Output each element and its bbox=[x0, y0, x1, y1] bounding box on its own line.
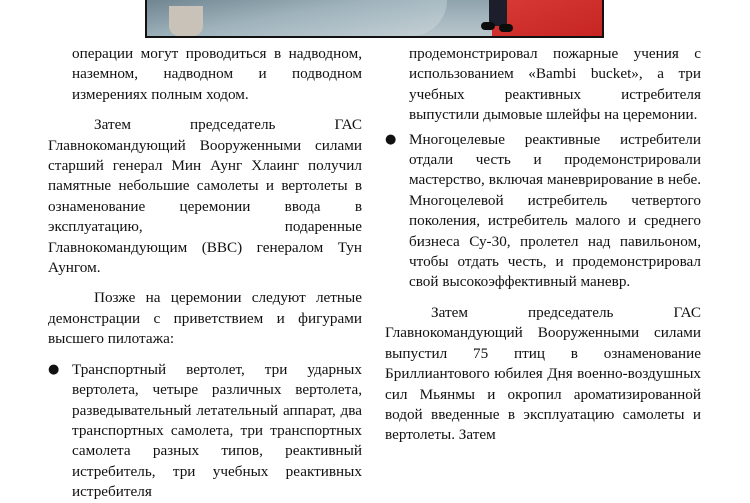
bullet-icon: ● bbox=[48, 361, 60, 377]
bullet-icon: ● bbox=[385, 131, 397, 147]
list-item bbox=[48, 360, 362, 503]
list-item-continued: продемонстрировал пожарные учения с использованием «Bambi bucket», а три учебных реактивных истребителя выпустили дымовые шлейфы на церемонии. bbox=[409, 45, 701, 124]
person-figure bbox=[477, 0, 517, 36]
paragraph-birds: Затем председатель ГАС Главнокомандующий Вооруженными силами выпустил 75 птиц в ознаменование Бриллиантового юбилея Дня военно-воздушных сил Мьянмы и окропил ароматизированной водой введенные в эксплуатацию самолеты и вертолеты. Затем bbox=[385, 303, 701, 444]
list-item-text: Транспортный вертолет, три ударных вертолета, четыре различных вертолета, разведывательный летательный аппарат, два транспортных самолета, три транспортных самолета разных типов, реактивный истребитель, три учебных реактивных истребителя bbox=[72, 360, 362, 501]
right-column bbox=[385, 44, 701, 446]
list-item-text: Многоцелевые реактивные истребители отдали честь и продемонстрировали мастерство, включая маневрирование в небе. Многоцелевой истребитель четвертого поколения, истребитель малого и среднего бизнеса Су-30, пролетел над павильоном, чтобы отдать честь, и продемонстрировал свой высокоэффективный маневр. bbox=[409, 130, 701, 291]
demo-list bbox=[48, 360, 362, 503]
left-column bbox=[48, 44, 362, 503]
list-item bbox=[385, 130, 701, 293]
airshow-photo bbox=[145, 0, 604, 38]
paragraph-demonstrations: Позже на церемонии следуют летные демонстрации с приветствием и фигурами высшего пилотажа: bbox=[48, 289, 362, 348]
demo-list-continued bbox=[385, 130, 701, 293]
paragraph-souvenir: Затем председатель ГАС Главнокомандующий Вооруженными силами старший генерал Мин Аунг Хлаинг получил памятные небольшие самолеты и вертолеты в ознаменование церемонии ввода в эксплуатацию, подаренные Главнокомандующим (ВВС) генералом Тун Аунгом. bbox=[48, 116, 362, 277]
aircraft-wheel bbox=[169, 6, 203, 36]
paragraph-continued: операции могут проводиться в надводном, наземном, надводном и подводном измерениях полным ходом. bbox=[72, 45, 362, 103]
